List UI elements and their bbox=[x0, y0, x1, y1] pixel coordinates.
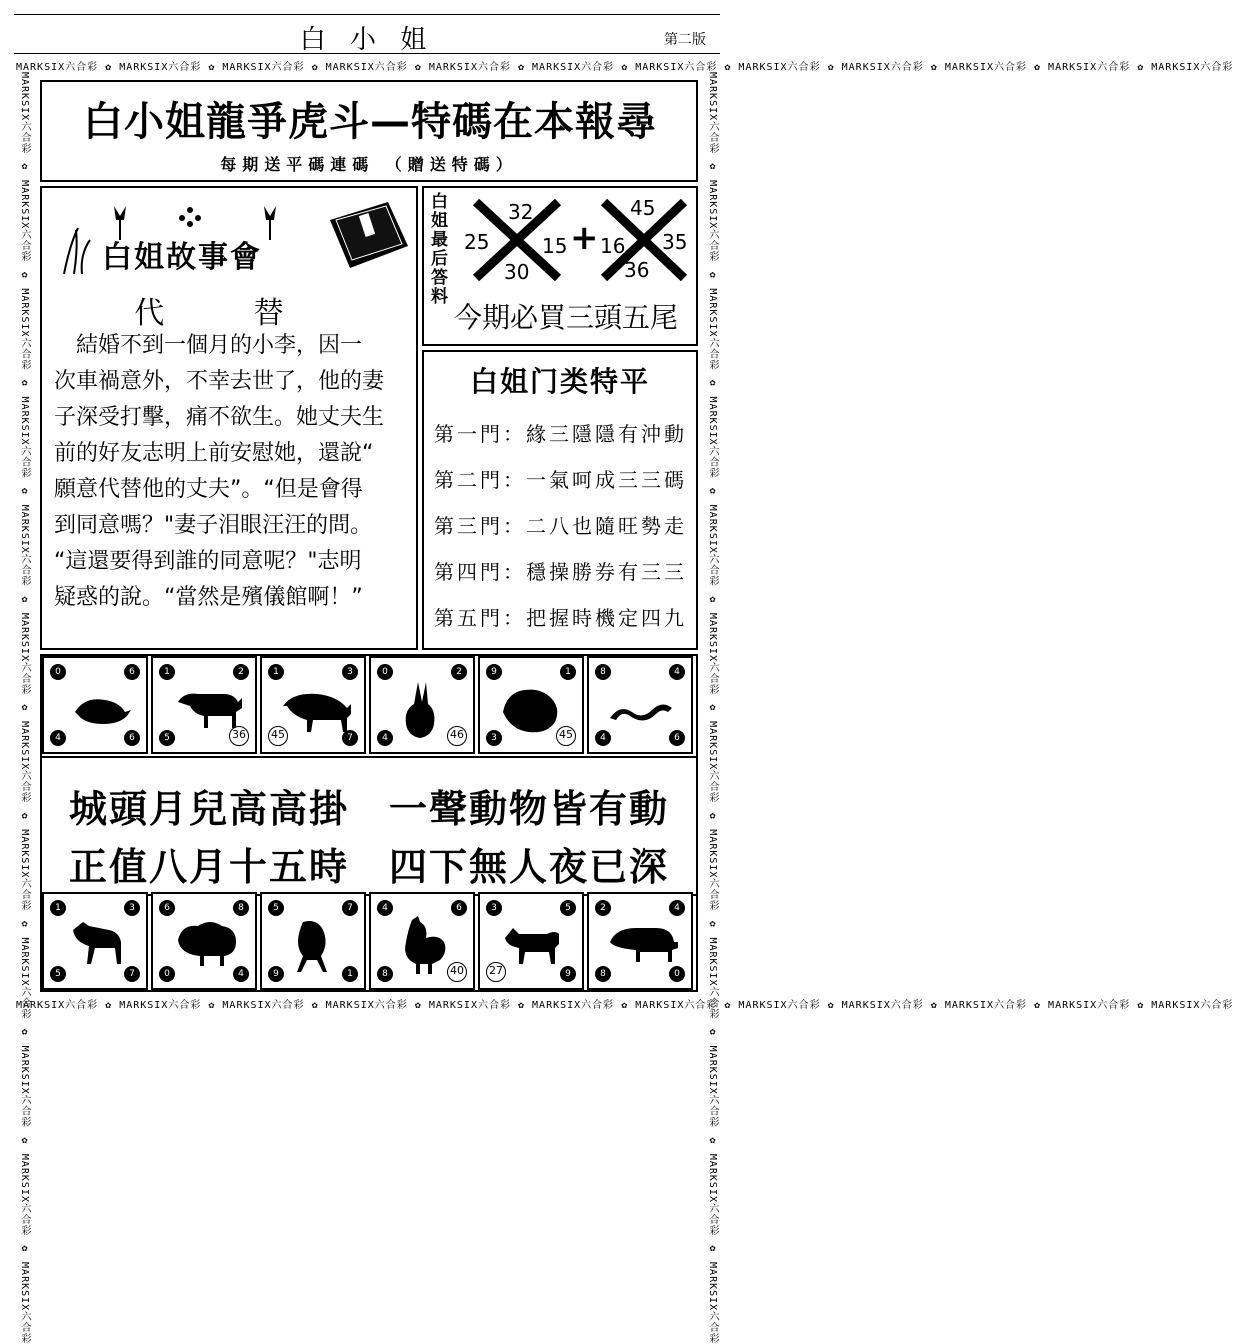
dragon-icon bbox=[491, 672, 575, 742]
pick-box bbox=[422, 186, 698, 346]
pick-vertical-label: 白姐最后答料 bbox=[427, 192, 447, 306]
number-ball: 6 bbox=[159, 900, 175, 916]
monkey-icon bbox=[273, 908, 357, 978]
story-body bbox=[54, 328, 414, 616]
rat-icon bbox=[55, 672, 139, 742]
number-ball: 3 bbox=[486, 730, 502, 746]
story-line: 到同意嗎？"妻子泪眼汪汪的問。 bbox=[54, 513, 373, 538]
number-ball: 2 bbox=[451, 664, 467, 680]
rabbit-icon bbox=[382, 672, 466, 742]
zodiac-top-cell-ox bbox=[151, 656, 257, 754]
sheep-icon bbox=[164, 908, 248, 978]
banner-headline: 白小姐龍爭虎斗—特碼在本報尋 bbox=[83, 99, 657, 145]
door-text: 二八也隨旺勢走 bbox=[526, 514, 687, 538]
border-right: MARKSIX六合彩 ✿ MARKSIX六合彩 ✿ MARKSIX六合彩 ✿ MARKSIX六合彩 ✿ MARKSIX六合彩 ✿ MARKSIX六合彩 ✿ MARKSIX六合彩 ✿ MARKSIX六合彩 ✿ MARKSIX六合彩 ✿ MARKSIX六合彩 ✿ MARKSIX六合彩 ✿ MARKSIX六合彩 bbox=[707, 72, 718, 1344]
border-bottom: MARKSIX六合彩 ✿ MARKSIX六合彩 ✿ MARKSIX六合彩 ✿ MARKSIX六合彩 ✿ MARKSIX六合彩 ✿ MARKSIX六合彩 ✿ MARKSIX六合彩 ✿ MARKSIX六合彩 ✿ MARKSIX六合彩 ✿ MARKSIX六合彩 ✿ MARKSIX六合彩 ✿ MARKSIX六合彩 bbox=[16, 1000, 1233, 1011]
number-ball: 6 bbox=[124, 730, 140, 746]
number-ball: 8 bbox=[595, 966, 611, 982]
banner-subline: 每期送平碼連碼 （贈送特碼） bbox=[220, 155, 518, 174]
number-ball: 1 bbox=[560, 664, 576, 680]
ox-icon bbox=[164, 672, 248, 742]
border-left: MARKSIX六合彩 ✿ MARKSIX六合彩 ✿ MARKSIX六合彩 ✿ MARKSIX六合彩 ✿ MARKSIX六合彩 ✿ MARKSIX六合彩 ✿ MARKSIX六合彩 ✿ MARKSIX六合彩 ✿ MARKSIX六合彩 ✿ MARKSIX六合彩 ✿ MARKSIX六合彩 ✿ MARKSIX六合彩 bbox=[19, 72, 30, 1344]
number-ball: 36 bbox=[229, 726, 249, 746]
door-text: 穩操勝券有三三 bbox=[526, 560, 687, 584]
zodiac-bottom-cell-sheep bbox=[151, 892, 257, 990]
number-ball: 4 bbox=[233, 966, 249, 982]
number-ball: 0 bbox=[50, 664, 66, 680]
door-label: 第一門 bbox=[434, 422, 503, 446]
book-icon bbox=[326, 198, 412, 274]
number-ball: 5 bbox=[50, 966, 66, 982]
pig-icon bbox=[600, 908, 684, 978]
story-line: “這還要得到誰的同意呢？"志明 bbox=[54, 549, 362, 574]
number-ball: 45 bbox=[556, 726, 576, 746]
poem-line-1: 城頭月兒高高掛 一聲動物皆有動 bbox=[68, 787, 669, 831]
story-line: 願意代替他的丈夫”。“但是會得 bbox=[54, 477, 363, 502]
number-ball: 6 bbox=[669, 730, 685, 746]
story-line: 子深受打擊，痛不欲生。她丈夫生 bbox=[54, 405, 385, 430]
doors-heading: 白姐门类特平 bbox=[469, 365, 650, 398]
story-title: 代 替 bbox=[134, 296, 324, 331]
door-label: 第二門 bbox=[434, 468, 503, 492]
pick-num-left-3: 30 bbox=[504, 260, 530, 284]
pick-caption: 今期必買三頭五尾 bbox=[454, 301, 679, 334]
number-ball: 5 bbox=[268, 900, 284, 916]
number-ball: 0 bbox=[377, 664, 393, 680]
zodiac-top-cell-snake bbox=[587, 656, 693, 754]
number-ball: 7 bbox=[342, 900, 358, 916]
number-ball: 4 bbox=[377, 900, 393, 916]
poem-box bbox=[40, 756, 698, 896]
pick-num-right-0: 45 bbox=[630, 196, 656, 220]
door-row: 第一門：緣三隱隱有沖動 bbox=[434, 422, 687, 446]
banner bbox=[40, 80, 698, 182]
pick-num-left-2: 15 bbox=[542, 234, 568, 258]
snake-icon bbox=[600, 672, 684, 742]
poem-line-2: 正值八月十五時 四下無人夜已深 bbox=[68, 845, 669, 889]
masthead bbox=[14, 14, 720, 54]
number-ball: 8 bbox=[233, 900, 249, 916]
door-text: 把握時機定四九 bbox=[526, 606, 687, 630]
rooster-icon bbox=[382, 908, 466, 978]
tiger-icon bbox=[273, 672, 357, 742]
number-ball: 8 bbox=[377, 966, 393, 982]
number-ball: 0 bbox=[159, 966, 175, 982]
pick-num-left-0: 32 bbox=[508, 200, 534, 224]
pick-num-left-1: 25 bbox=[464, 230, 490, 254]
pick-plus: + bbox=[570, 218, 599, 258]
doors-box bbox=[422, 350, 698, 650]
number-ball: 6 bbox=[451, 900, 467, 916]
number-ball: 40 bbox=[447, 962, 467, 982]
door-row: 第五門：把握時機定四九 bbox=[434, 606, 687, 630]
story-line: 疑惑的說。“當然是殯儀館啊！” bbox=[54, 585, 363, 610]
number-ball: 8 bbox=[595, 664, 611, 680]
number-ball: 3 bbox=[486, 900, 502, 916]
story-box bbox=[40, 186, 418, 650]
door-row: 第二門：一氣呵成三三碼 bbox=[434, 468, 687, 492]
door-label: 第五門 bbox=[434, 606, 503, 630]
number-ball: 4 bbox=[669, 664, 685, 680]
number-ball: 1 bbox=[268, 664, 284, 680]
number-ball: 1 bbox=[50, 900, 66, 916]
number-ball: 2 bbox=[595, 900, 611, 916]
number-ball: 7 bbox=[342, 730, 358, 746]
number-ball: 6 bbox=[124, 664, 140, 680]
door-text: 緣三隱隱有沖動 bbox=[526, 422, 687, 446]
door-label: 第三門 bbox=[434, 514, 503, 538]
number-ball: 1 bbox=[342, 966, 358, 982]
number-ball: 3 bbox=[124, 900, 140, 916]
zodiac-bottom-cell-horse bbox=[42, 892, 148, 990]
zodiac-bottom-cell-rooster bbox=[369, 892, 475, 990]
number-ball: 7 bbox=[124, 966, 140, 982]
edition-label: 第二版 bbox=[664, 32, 706, 48]
dog-icon bbox=[491, 908, 575, 978]
door-label: 第四門 bbox=[434, 560, 503, 584]
number-ball: 9 bbox=[268, 966, 284, 982]
number-ball: 5 bbox=[560, 900, 576, 916]
number-ball: 3 bbox=[342, 664, 358, 680]
pick-num-right-3: 36 bbox=[624, 258, 650, 282]
number-ball: 46 bbox=[447, 726, 467, 746]
zodiac-top-cell-rat bbox=[42, 656, 148, 754]
story-line: 前的好友志明上前安慰她，還說“ bbox=[54, 441, 374, 466]
pick-num-right-2: 35 bbox=[662, 230, 688, 254]
zodiac-bottom-cell-dog bbox=[478, 892, 584, 990]
border-top: MARKSIX六合彩 ✿ MARKSIX六合彩 ✿ MARKSIX六合彩 ✿ MARKSIX六合彩 ✿ MARKSIX六合彩 ✿ MARKSIX六合彩 ✿ MARKSIX六合彩 ✿ MARKSIX六合彩 ✿ MARKSIX六合彩 ✿ MARKSIX六合彩 ✿ MARKSIX六合彩 ✿ MARKSIX六合彩 bbox=[16, 62, 1233, 73]
number-ball: 4 bbox=[377, 730, 393, 746]
number-ball: 1 bbox=[159, 664, 175, 680]
number-ball: 9 bbox=[560, 966, 576, 982]
pick-num-right-1: 16 bbox=[600, 234, 626, 258]
zodiac-top-cell-rabbit bbox=[369, 656, 475, 754]
masthead-title: 白 小 姐 bbox=[299, 25, 435, 55]
number-ball: 5 bbox=[159, 730, 175, 746]
number-ball: 27 bbox=[486, 962, 506, 982]
zodiac-top-cell-dragon bbox=[478, 656, 584, 754]
door-row: 第四門：穩操勝券有三三 bbox=[434, 560, 687, 584]
door-text: 一氣呵成三三碼 bbox=[526, 468, 687, 492]
number-ball: 9 bbox=[486, 664, 502, 680]
story-line: 結婚不到一個月的小李，因一 bbox=[54, 333, 363, 358]
number-ball: 0 bbox=[669, 966, 685, 982]
number-ball: 4 bbox=[669, 900, 685, 916]
zodiac-bottom-cell-pig bbox=[587, 892, 693, 990]
number-ball: 2 bbox=[233, 664, 249, 680]
number-ball: 4 bbox=[50, 730, 66, 746]
story-heading: 白姐故事會 bbox=[102, 240, 262, 275]
horse-icon bbox=[55, 908, 139, 978]
door-row: 第三門：二八也隨旺勢走 bbox=[434, 514, 687, 538]
number-ball: 4 bbox=[595, 730, 611, 746]
number-ball: 45 bbox=[268, 726, 288, 746]
zodiac-bottom-cell-monkey bbox=[260, 892, 366, 990]
story-line: 次車禍意外，不幸去世了，他的妻 bbox=[54, 369, 385, 394]
zodiac-top-cell-tiger bbox=[260, 656, 366, 754]
